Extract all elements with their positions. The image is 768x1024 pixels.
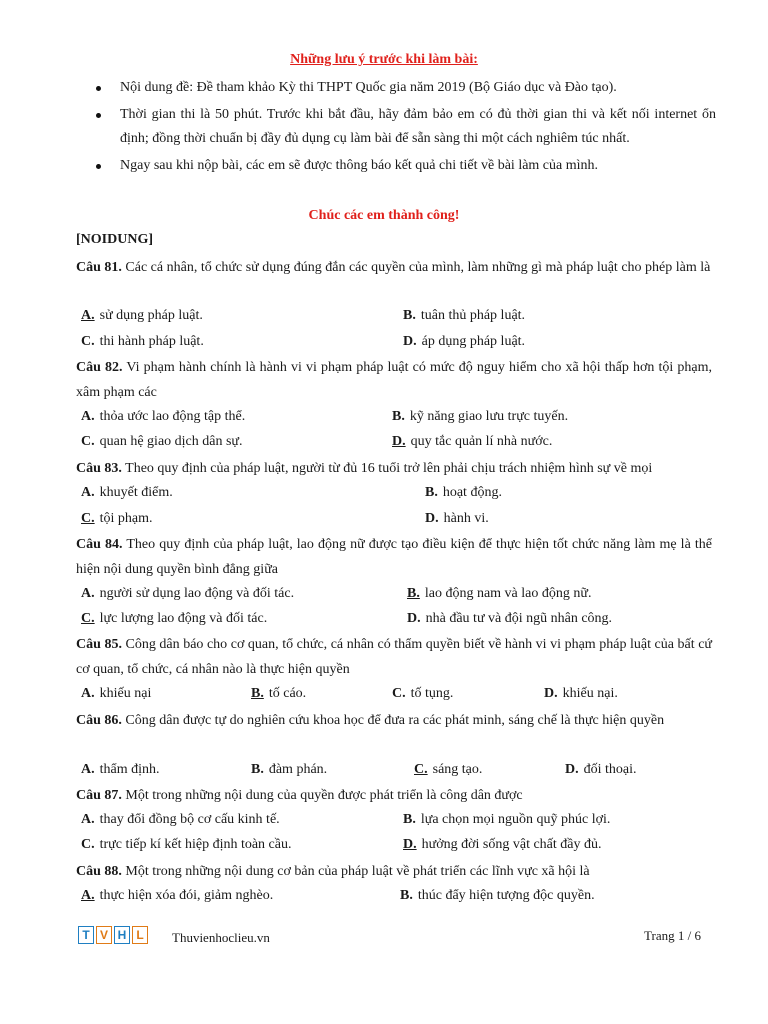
tvhl-logo (78, 926, 150, 944)
option-d[interactable]: D. đối thoại. (565, 762, 637, 777)
note-item: Thời gian thi là 50 phút. Trước khi bắt đầu, hãy đảm bảo em có đủ thời gian thi và kết nối internet ổn định; đồng thời chuẩn bị đầy đủ dụng cụ làm bài để sẵn sàng thi một cách nghiêm túc nhất. (96, 103, 716, 152)
option-b[interactable]: B. thúc đẩy hiện tượng độc quyền. (400, 888, 595, 903)
option-c[interactable]: C. sáng tạo. (414, 762, 483, 777)
question-text: Các cá nhân, tổ chức sử dụng đúng đắn các quyền của mình, làm những gì mà pháp luật cho phép làm là (125, 260, 711, 275)
option-d[interactable]: D. hành vi. (425, 511, 489, 526)
option-b[interactable]: B. hoạt động. (425, 485, 502, 500)
option-a[interactable]: A. khuyết điểm. (81, 485, 173, 500)
option-c[interactable]: C. trực tiếp kí kết hiệp định toàn cầu. (81, 837, 292, 852)
content-marker: [NOIDUNG] (76, 232, 153, 247)
notes-heading: Những lưu ý trước khi làm bài: (290, 52, 478, 67)
logo-letter: H (114, 926, 130, 944)
option-d[interactable]: D. hưởng đời sống vật chất đầy đủ. (403, 837, 602, 852)
option-a[interactable]: A. sử dụng pháp luật. (81, 308, 203, 323)
question-label: Câu 83. (76, 461, 122, 476)
option-b[interactable]: B. lao động nam và lao động nữ. (407, 586, 592, 601)
question-label: Câu 87. (76, 788, 122, 803)
notes-list (96, 76, 716, 180)
logo-letter: L (132, 926, 148, 944)
logo-letter: T (78, 926, 94, 944)
note-item: Nội dung đề: Đề tham khảo Kỳ thi THPT Quốc gia năm 2019 (Bộ Giáo dục và Đào tạo). (96, 76, 716, 101)
bullet-icon (96, 113, 101, 118)
question-85 (76, 632, 712, 682)
option-d[interactable]: D. nhà đầu tư và đội ngũ nhân công. (407, 611, 613, 626)
question-label: Câu 85. (76, 637, 122, 652)
question-text: Công dân báo cho cơ quan, tổ chức, cá nhân có thẩm quyền biết về hành vi vi phạm pháp luật của bất cứ cơ quan, tổ chức, cá nhân nào là thực hiện quyền (76, 637, 713, 677)
option-a[interactable]: A. người sử dụng lao động và đối tác. (81, 586, 295, 601)
question-84 (76, 532, 712, 582)
question-81 (76, 255, 712, 280)
question-text: Công dân được tự do nghiên cứu khoa học để đưa ra các phát minh, sáng chế là thực hiện quyền (125, 713, 665, 728)
option-a[interactable]: A. thẩm định. (81, 762, 160, 777)
bullet-icon (96, 164, 101, 169)
option-b[interactable]: B. tuân thủ pháp luật. (403, 308, 526, 323)
option-b[interactable]: B. đàm phán. (251, 762, 328, 777)
option-c[interactable]: C. thi hành pháp luật. (81, 334, 204, 349)
option-b[interactable]: B. tố cáo. (251, 686, 307, 701)
good-luck-heading: Chúc các em thành công! (308, 208, 460, 223)
option-c[interactable]: C. tội phạm. (81, 511, 153, 526)
option-c[interactable]: C. quan hệ giao dịch dân sự. (81, 434, 243, 449)
option-a[interactable]: A. thay đổi đồng bộ cơ cấu kinh tế. (81, 812, 280, 827)
bullet-icon (96, 86, 101, 91)
question-text: Vi phạm hành chính là hành vi vi phạm pháp luật có mức độ nguy hiểm cho xã hội thấp hơn tội phạm, xâm phạm các (76, 360, 713, 400)
note-item: Ngay sau khi nộp bài, các em sẽ được thông báo kết quả chi tiết về bài làm của mình. (96, 154, 716, 179)
question-text: Theo quy định của pháp luật, lao động nữ được tạo điều kiện để thực hiện tốt chức năng làm mẹ là thể hiện nội dung quyền bình đẳng giữa (76, 537, 712, 577)
option-c[interactable]: C. lực lượng lao động và đối tác. (81, 611, 268, 626)
option-a[interactable]: A. thỏa ước lao động tập thể. (81, 409, 246, 424)
question-label: Câu 86. (76, 713, 122, 728)
option-a[interactable]: A. khiếu nại (81, 686, 152, 701)
question-label: Câu 81. (76, 260, 122, 275)
option-d[interactable]: D. áp dụng pháp luật. (403, 334, 526, 349)
option-c[interactable]: C. tố tụng. (392, 686, 454, 701)
logo-letter: V (96, 926, 112, 944)
question-86 (76, 708, 712, 733)
question-label: Câu 82. (76, 360, 123, 375)
question-text: Một trong những nội dung của quyền được phát triển là công dân được (125, 788, 523, 803)
option-a[interactable]: A. thực hiện xóa đói, giảm nghèo. (81, 888, 274, 903)
option-d[interactable]: D. khiếu nại. (544, 686, 618, 701)
question-88 (76, 859, 712, 884)
option-b[interactable]: B. lựa chọn mọi nguồn quỹ phúc lợi. (403, 812, 611, 827)
question-82 (76, 355, 712, 405)
question-text: Theo quy định của pháp luật, người từ đủ 16 tuổi trở lên phải chịu trách nhiệm hình sự về mọi (125, 461, 653, 476)
option-b[interactable]: B. kỹ năng giao lưu trực tuyến. (392, 409, 569, 424)
question-87 (76, 783, 712, 808)
site-name[interactable]: Thuvienhoclieu.vn (172, 930, 270, 945)
page-number: Trang 1 / 6 (644, 928, 701, 943)
question-label: Câu 84. (76, 537, 123, 552)
question-83 (76, 456, 712, 481)
option-d[interactable]: D. quy tắc quản lí nhà nước. (392, 434, 553, 449)
question-label: Câu 88. (76, 864, 122, 879)
question-text: Một trong những nội dung cơ bản của pháp luật về phát triển các lĩnh vực xã hội là (125, 864, 590, 879)
